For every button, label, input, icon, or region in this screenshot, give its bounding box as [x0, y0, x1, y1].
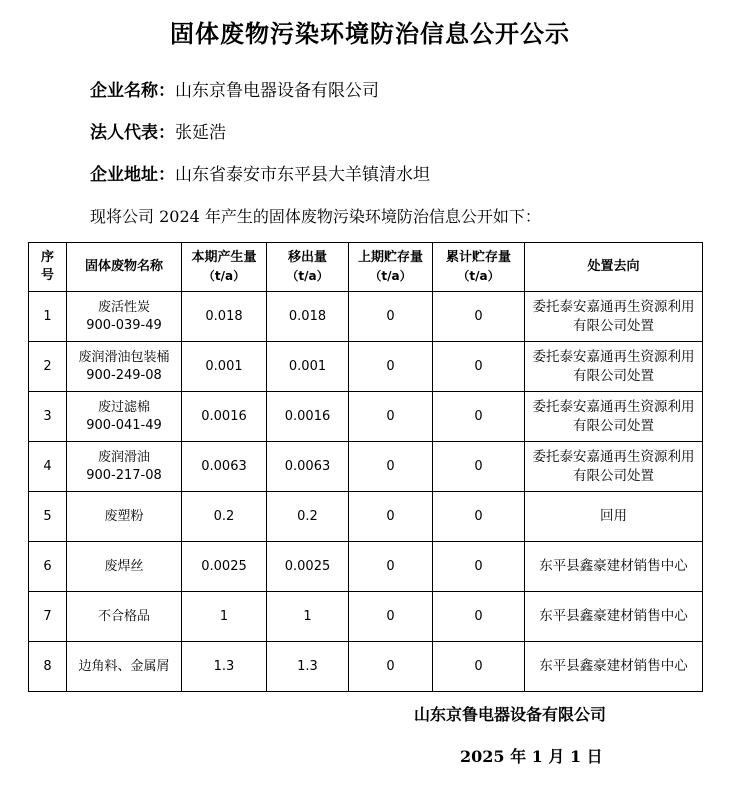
- address-value: 山东省泰安市东平县大羊镇清水坦: [175, 165, 430, 185]
- header-seq: [29, 243, 67, 292]
- cell-seq: 2: [29, 342, 67, 392]
- cell-cum-stock: 0: [433, 592, 525, 642]
- header-produced: [182, 243, 267, 292]
- cell-seq: 4: [29, 442, 67, 492]
- cell-name: [67, 342, 182, 392]
- legal-rep-row: [90, 118, 226, 143]
- cell-transferred: 0.001: [267, 342, 349, 392]
- cell-cum-stock: 0: [433, 442, 525, 492]
- cell-cum-stock: 0: [433, 542, 525, 592]
- cell-cum-stock: 0: [433, 392, 525, 442]
- waste-name: 废润滑油: [97, 449, 150, 465]
- cell-disposal: 委托泰安嘉通再生资源利用有限公司处置: [525, 292, 703, 342]
- cell-cum-stock: 0: [433, 342, 525, 392]
- cell-name: [67, 392, 182, 442]
- table-row: [29, 442, 703, 492]
- cell-seq: 5: [29, 492, 67, 542]
- cell-cum-stock: 0: [433, 292, 525, 342]
- cell-prev-stock: 0: [349, 642, 433, 692]
- cell-prev-stock: 0: [349, 442, 433, 492]
- cell-name: 废塑粉: [67, 492, 182, 542]
- cell-disposal: 东平县鑫豪建材销售中心: [525, 642, 703, 692]
- header-prev-stock: [349, 243, 433, 292]
- footer-company: 山东京鲁电器设备有限公司: [414, 705, 607, 724]
- cell-disposal: 委托泰安嘉通再生资源利用有限公司处置: [525, 342, 703, 392]
- cell-prev-stock: 0: [349, 492, 433, 542]
- cell-name: [67, 442, 182, 492]
- company-name-label: 企业名称：: [90, 81, 175, 101]
- cell-seq: 6: [29, 542, 67, 592]
- header-seq-label: 序号: [40, 250, 54, 283]
- cell-transferred: 0.0063: [267, 442, 349, 492]
- table-row: [29, 592, 703, 642]
- waste-code: 900-249-08: [86, 367, 162, 383]
- legal-rep-value: 张延浩: [175, 123, 226, 143]
- cell-disposal: 委托泰安嘉通再生资源利用有限公司处置: [525, 442, 703, 492]
- cell-seq: 7: [29, 592, 67, 642]
- header-transferred: [267, 243, 349, 292]
- cell-name: 废焊丝: [67, 542, 182, 592]
- intro-text: 现将公司 2024 年产生的固体废物污染环境防治信息公开如下：: [90, 207, 541, 226]
- cell-seq: 1: [29, 292, 67, 342]
- header-transferred-label: 移出量: [287, 250, 327, 265]
- waste-name: 废活性炭: [97, 299, 150, 315]
- cell-cum-stock: 0: [433, 642, 525, 692]
- waste-name: 废过滤棉: [97, 399, 150, 415]
- cell-produced: 0.018: [182, 292, 267, 342]
- cell-transferred: 1: [267, 592, 349, 642]
- cell-cum-stock: 0: [433, 492, 525, 542]
- cell-name: 不合格品: [67, 592, 182, 642]
- table-row: [29, 342, 703, 392]
- header-cum-stock: [433, 243, 525, 292]
- header-cum-stock-unit: （t/a）: [457, 269, 500, 283]
- cell-produced: 0.0025: [182, 542, 267, 592]
- header-produced-label: 本期产生量: [191, 250, 257, 265]
- cell-name: [67, 292, 182, 342]
- header-prev-stock-unit: （t/a）: [369, 269, 412, 283]
- cell-transferred: 0.0016: [267, 392, 349, 442]
- cell-prev-stock: 0: [349, 592, 433, 642]
- cell-produced: 0.0063: [182, 442, 267, 492]
- address-label: 企业地址：: [90, 165, 175, 185]
- header-prev-stock-label: 上期贮存量: [357, 250, 423, 265]
- cell-produced: 1: [182, 592, 267, 642]
- document-title: 固体废物污染环境防治信息公开公示: [170, 19, 570, 48]
- company-name-row: [90, 76, 379, 101]
- cell-disposal: 回用: [525, 492, 703, 542]
- footer-date: 2025 年 1 月 1 日: [460, 747, 603, 766]
- header-produced-unit: （t/a）: [202, 269, 246, 283]
- cell-prev-stock: 0: [349, 292, 433, 342]
- cell-transferred: 0.2: [267, 492, 349, 542]
- cell-prev-stock: 0: [349, 542, 433, 592]
- cell-produced: 1.3: [182, 642, 267, 692]
- header-cum-stock-label: 累计贮存量: [445, 250, 511, 265]
- cell-transferred: 0.0025: [267, 542, 349, 592]
- cell-transferred: 0.018: [267, 292, 349, 342]
- cell-seq: 8: [29, 642, 67, 692]
- table-row: [29, 642, 703, 692]
- header-transferred-unit: （t/a）: [286, 269, 329, 283]
- waste-name: 废润滑油包装桶: [78, 349, 170, 365]
- company-name-value: 山东京鲁电器设备有限公司: [175, 81, 379, 101]
- cell-seq: 3: [29, 392, 67, 442]
- table-row: [29, 492, 703, 542]
- legal-rep-label: 法人代表：: [90, 123, 175, 143]
- cell-transferred: 1.3: [267, 642, 349, 692]
- cell-name: 边角料、金属屑: [67, 642, 182, 692]
- cell-prev-stock: 0: [349, 342, 433, 392]
- cell-produced: 0.0016: [182, 392, 267, 442]
- waste-code: 900-217-08: [86, 467, 162, 483]
- header-disposal: 处置去向: [525, 243, 703, 292]
- cell-produced: 0.001: [182, 342, 267, 392]
- table-row: [29, 392, 703, 442]
- cell-disposal: 东平县鑫豪建材销售中心: [525, 592, 703, 642]
- cell-prev-stock: 0: [349, 392, 433, 442]
- waste-code: 900-041-49: [86, 417, 162, 433]
- cell-produced: 0.2: [182, 492, 267, 542]
- address-row: [90, 160, 430, 185]
- table-row: [29, 292, 703, 342]
- header-name: 固体废物名称: [67, 243, 182, 292]
- table-header-row: [29, 243, 703, 292]
- table-row: [29, 542, 703, 592]
- waste-code: 900-039-49: [86, 317, 162, 333]
- cell-disposal: 东平县鑫豪建材销售中心: [525, 542, 703, 592]
- waste-info-table: [28, 242, 703, 692]
- cell-disposal: 委托泰安嘉通再生资源利用有限公司处置: [525, 392, 703, 442]
